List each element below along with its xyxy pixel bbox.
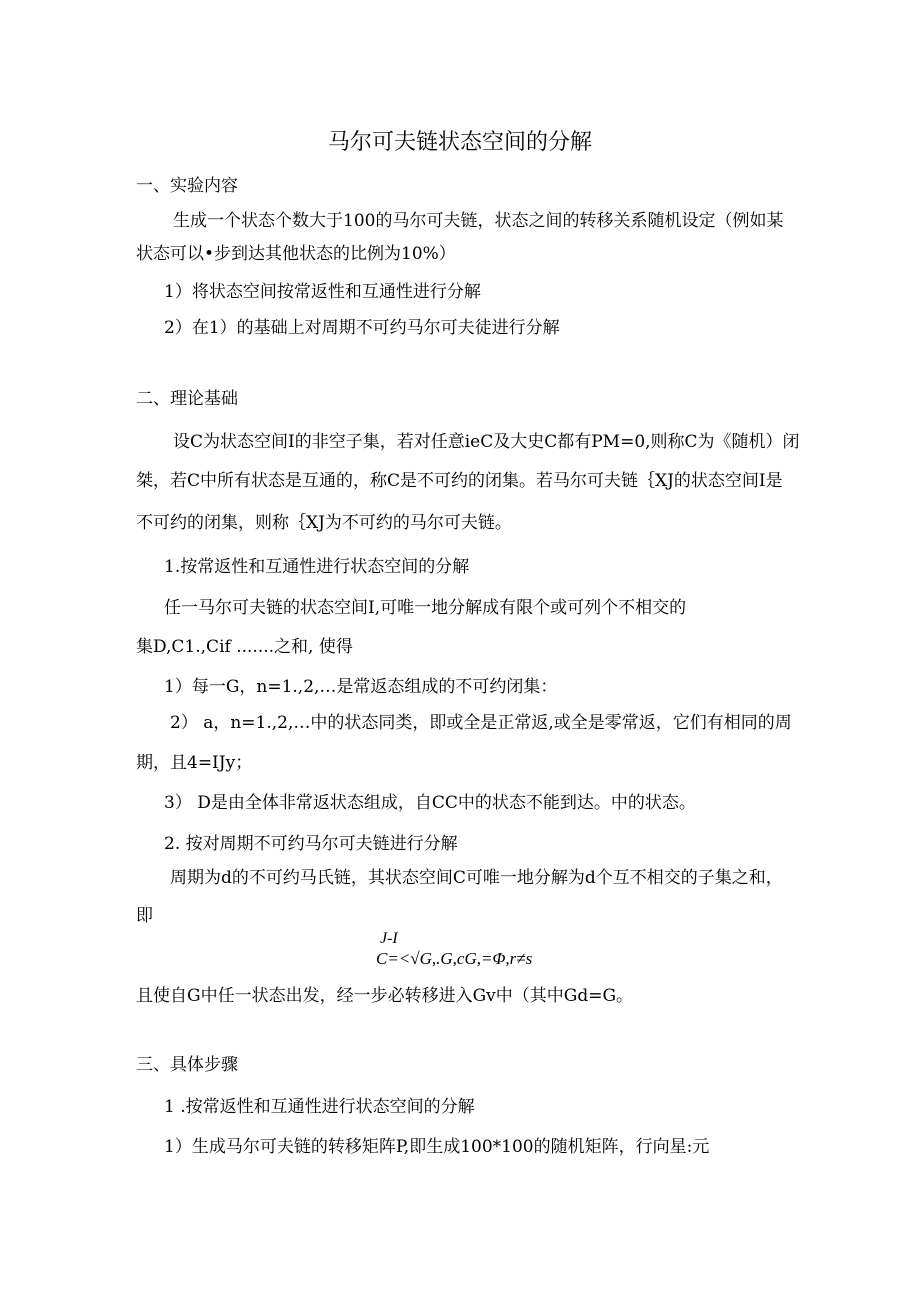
subsection1-paragraph-line1: 任一马尔可夫链的状态空间I,可唯一地分解成有限个或可列个不相交的 — [164, 598, 687, 618]
section1-paragraph-line1: 生成一个状态个数大于100的马尔可夫链，状态之间的转移关系随机设定（例如某 — [173, 211, 784, 231]
section2-paragraph-line2: 桀，若C中所有状态是互通的，称C是不可约的闭集。若马尔可夫链｛XJ的状态空间I是 — [136, 471, 783, 491]
subsection1-heading: 1.按常返性和互通性进行状态空间的分解 — [164, 557, 470, 577]
section2-paragraph-line3: 不可约的闭集，则称｛XJ为不可约的马尔可夫链。 — [136, 513, 512, 533]
section3-heading: 三、具体步骤 — [136, 1055, 238, 1075]
subsection1-item3: 3） D是由全体非常返状态组成，自CC中的状态不能到达。中的状态。 — [164, 793, 696, 813]
subsection1-paragraph-line2: 集D,C1.,Cif .......之和, 使得 — [136, 637, 353, 657]
page-title: 马尔可夫链状态空间的分解 — [327, 130, 592, 155]
section2-paragraph-line1: 设C为状态空间I的非空子集，若对任意ieC及大史C都有PM=0,则称C为《随机）闭 — [173, 432, 800, 452]
section1-item2: 2）在1）的基础上对周期不可约马尔可夫徒进行分解 — [164, 318, 560, 338]
decomposition-formula: C=<√G,.G,cG,=Φ,r≠s — [376, 949, 533, 968]
subsection1-item2-line1: 2） a，n=1.,2,…中的状态同类，即或全是正常返,或全是零常返，它们有相同的周 — [170, 713, 792, 733]
subsection2-heading: 2. 按对周期不可约马尔可夫链进行分解 — [164, 834, 458, 854]
section3-subheading: 1 .按常返性和互通性进行状态空间的分解 — [164, 1097, 475, 1117]
section1-item1: 1）将状态空间按常返性和互通性进行分解 — [164, 282, 481, 302]
section2-heading: 二、理论基础 — [136, 389, 238, 409]
after-formula-text: 且使自G中任一状态出发，经一步必转移进入Gv中（其中Gd=G。 — [136, 986, 634, 1006]
subsection1-item1: 1）每一G，n=1.,2,…是常返态组成的不可约闭集： — [164, 677, 558, 697]
subsection2-paragraph-line1: 周期为d的不可约马氏链，其状态空间C可唯一地分解为d个互不相交的子集之和， — [170, 868, 783, 888]
subsection2-paragraph-line2: 即 — [136, 906, 153, 926]
section3-item1: 1）生成马尔可夫链的转移矩阵P,即生成100*100的随机矩阵，行向星:元 — [164, 1137, 710, 1157]
subsection1-item2-line2: 期，且4=IJy； — [136, 753, 253, 773]
formula-superscript: J-I — [380, 930, 398, 947]
section1-paragraph-line2: 状态可以•步到达其他状态的比例为10%） — [136, 244, 456, 264]
section1-heading: 一、实验内容 — [136, 176, 238, 196]
